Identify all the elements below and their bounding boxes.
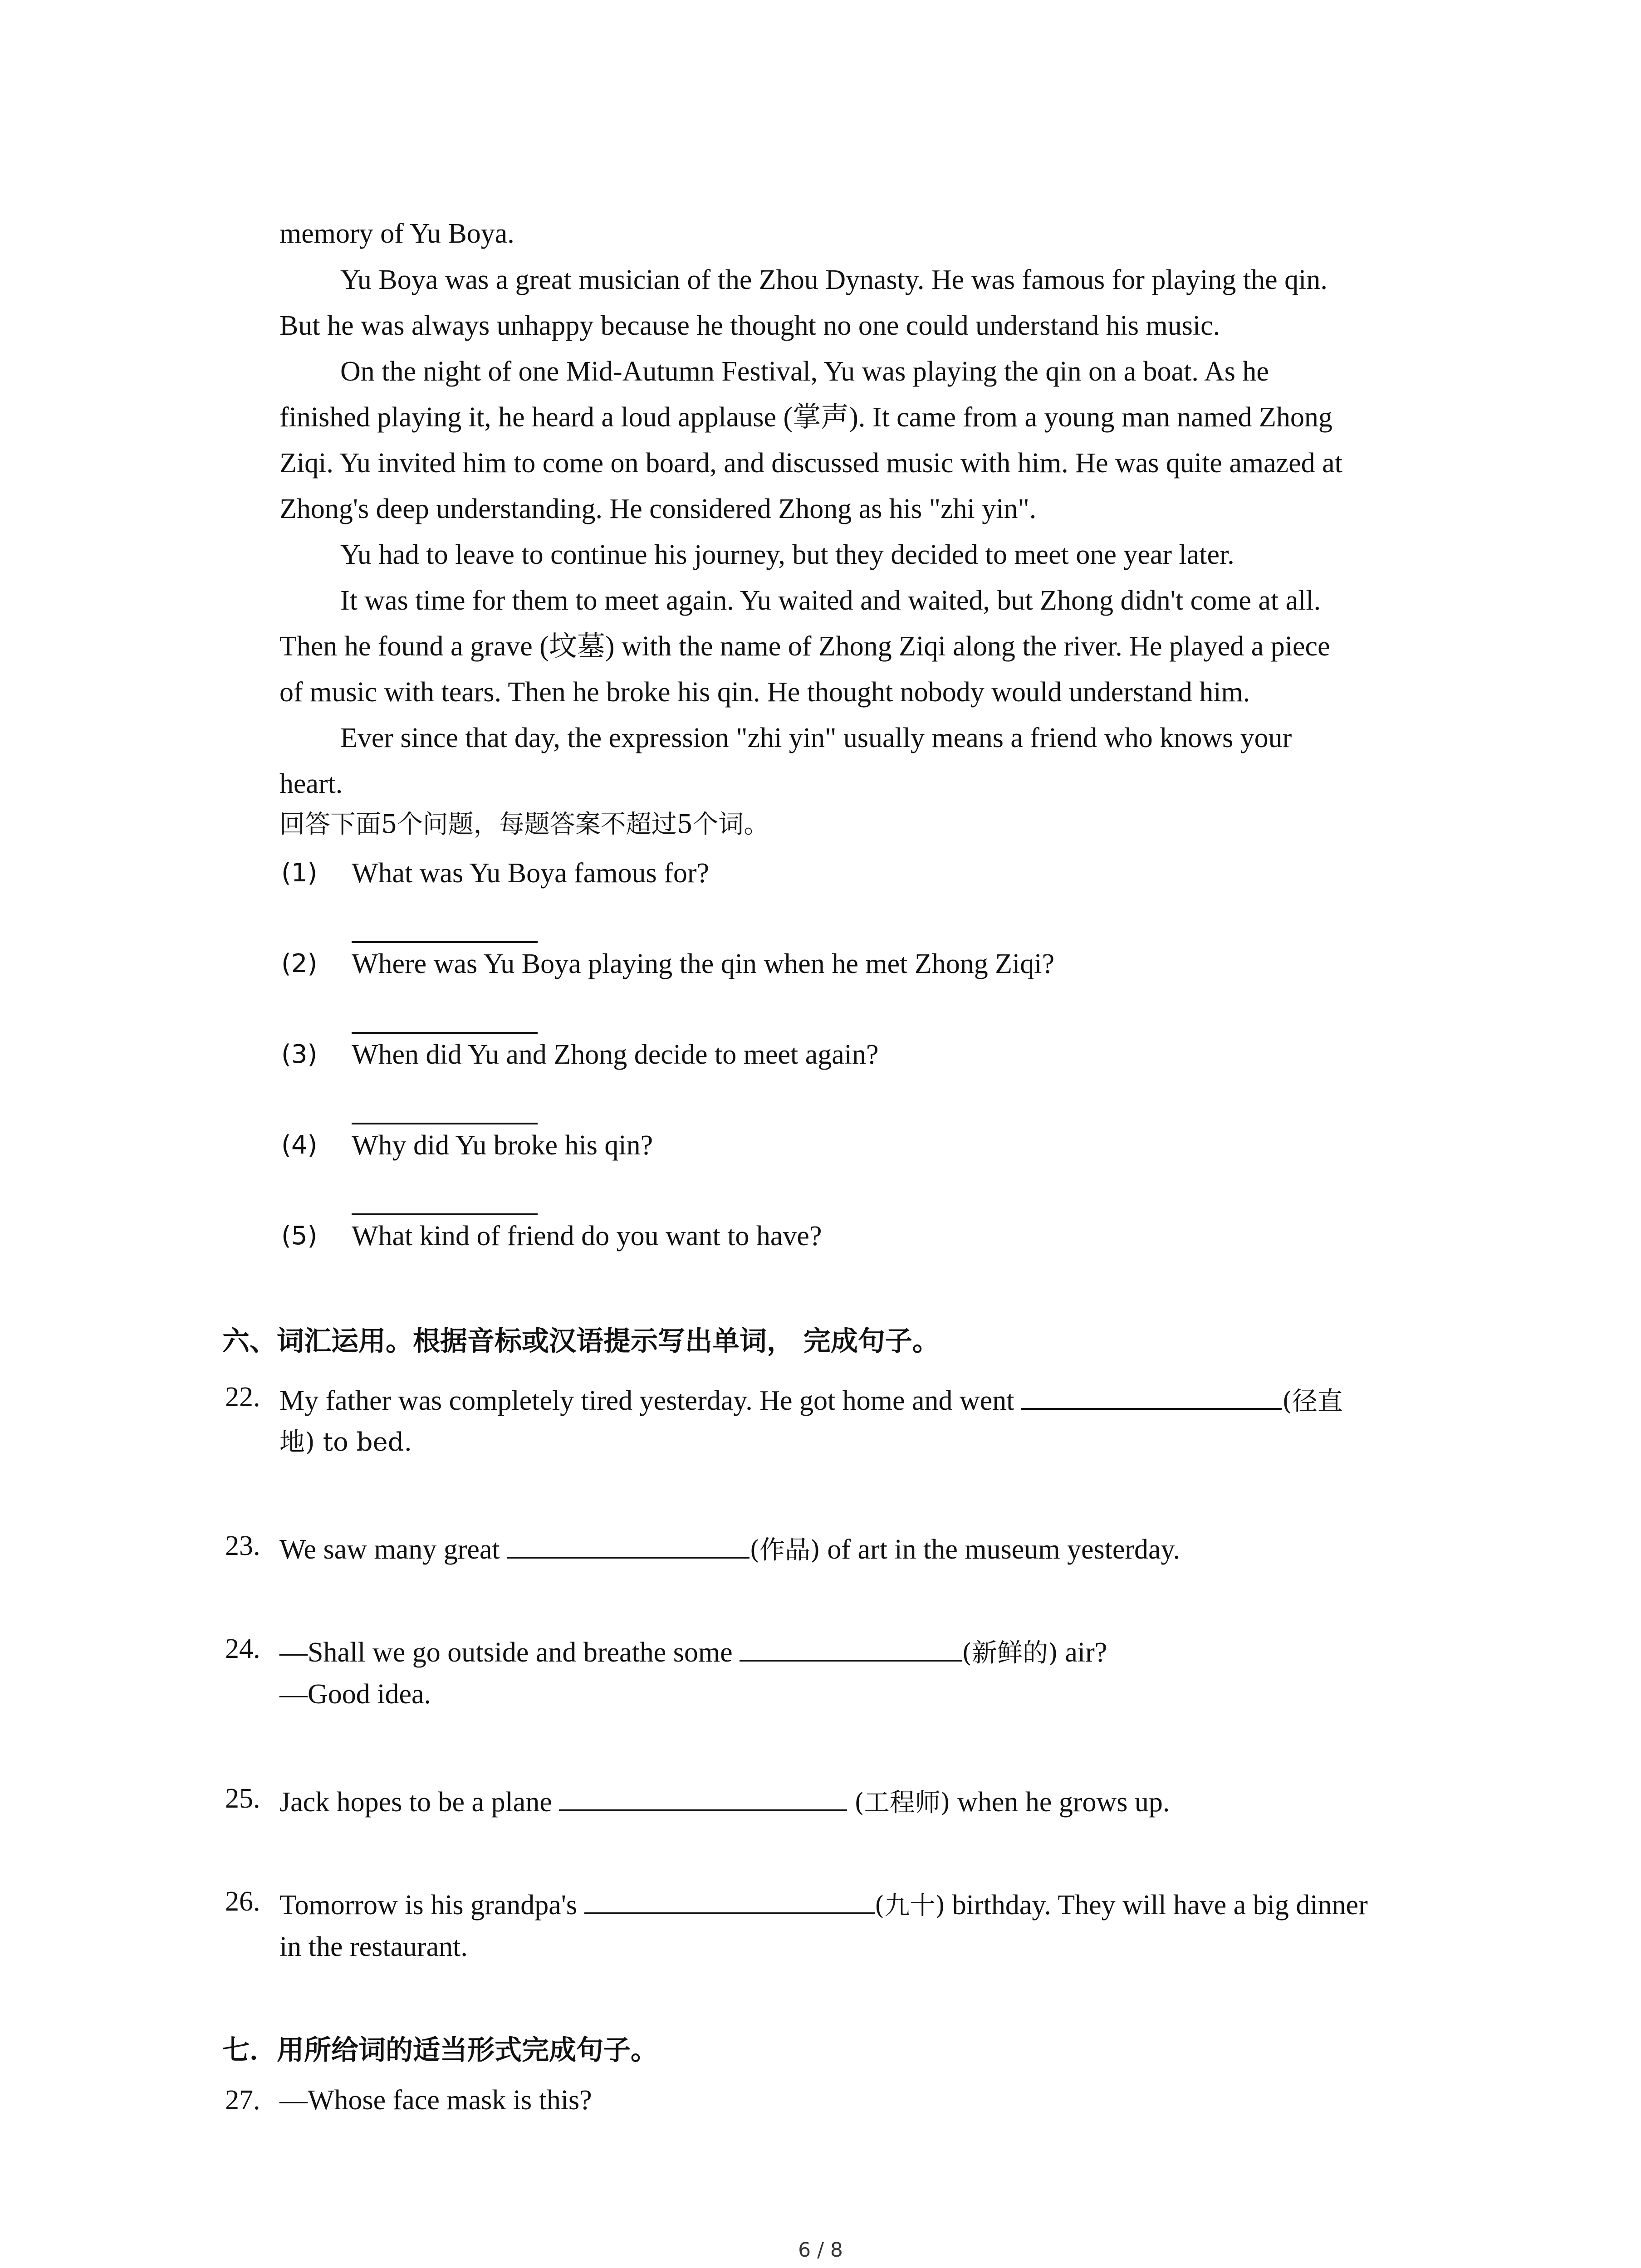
passage-line: heart.	[279, 768, 343, 799]
answer-blank[interactable]	[352, 1213, 538, 1215]
question-number: (5)	[281, 1221, 318, 1251]
passage-line: finished playing it, he heard a loud applause (掌声). It came from a young man named Zhong	[279, 402, 1332, 433]
sentence-text: —Whose face mask is this?	[279, 2085, 592, 2116]
hint-text: (新鲜的)	[962, 1638, 1058, 1668]
passage-line: Zhong's deep understanding. He considered Zhong as his "zhi yin".	[279, 494, 1037, 524]
sentence-text: when he grows up.	[950, 1787, 1170, 1818]
passage-line: memory of Yu Boya.	[279, 218, 514, 249]
item-number: 24.	[225, 1633, 260, 1664]
item-sentence	[279, 1780, 1170, 1821]
passage-line: Ever since that day, the expression "zhi yin" usually means a friend who knows your	[340, 723, 1292, 753]
hint-text: (作品)	[749, 1535, 820, 1565]
answer-blank[interactable]	[352, 941, 538, 943]
item-sentence	[279, 1528, 1180, 1569]
passage-line: Yu Boya was a great musician of the Zhou Dynasty. He was famous for playing the qin.	[340, 264, 1327, 295]
hint-text: (径直	[1282, 1387, 1343, 1416]
section-7-title: 七．用所给词的适当形式完成句子。	[222, 2034, 658, 2066]
sentence-text: We saw many great	[279, 1534, 500, 1565]
sentence-continuation: 地) to bed.	[279, 1427, 412, 1457]
passage-line: Yu had to leave to continue his journey, but they decided to meet one year later.	[340, 539, 1234, 570]
item-number: 27.	[225, 2085, 260, 2116]
question-instruction: 回答下面5个问题，每题答案不超过5个词。	[279, 810, 769, 839]
sentence-text: —Shall we go outside and breathe some	[279, 1637, 733, 1668]
item-number: 22.	[225, 1382, 260, 1413]
question-text: Why did Yu broke his qin?	[352, 1130, 653, 1161]
item-sentence	[279, 1883, 1368, 1924]
passage-line: of music with tears. Then he broke his qin. He thought nobody would understand him.	[279, 677, 1250, 708]
passage-line: But he was always unhappy because he thought no one could understand his music.	[279, 310, 1220, 341]
passage-line: It was time for them to meet again. Yu waited and waited, but Zhong didn't come at all.	[340, 585, 1321, 616]
page-number: 6 / 8	[798, 2239, 843, 2262]
item-sentence	[279, 1631, 1107, 1672]
fill-blank[interactable]	[1021, 1379, 1282, 1410]
hint-text: (九十)	[874, 1891, 945, 1921]
fill-blank[interactable]	[559, 1780, 847, 1811]
item-number: 26.	[225, 1886, 260, 1917]
passage-line: On the night of one Mid-Autumn Festival, Yu was playing the qin on a boat. As he	[340, 356, 1269, 387]
question-text: What was Yu Boya famous for?	[352, 858, 709, 889]
question-number: (1)	[281, 858, 318, 888]
fill-blank[interactable]	[740, 1631, 962, 1662]
sentence-continuation: —Good idea.	[279, 1679, 431, 1710]
question-text: When did Yu and Zhong decide to meet again?	[352, 1039, 879, 1070]
item-number: 23.	[225, 1530, 260, 1561]
sentence-text: of art in the museum yesterday.	[820, 1534, 1180, 1565]
sentence-text: Jack hopes to be a plane	[279, 1787, 552, 1818]
question-text: Where was Yu Boya playing the qin when he met Zhong Ziqi?	[352, 948, 1055, 979]
item-number: 25.	[225, 1783, 260, 1814]
passage-line: Then he found a grave (坟墓) with the name of Zhong Ziqi along the river. He played a piece	[279, 631, 1330, 662]
section-6-title: 六、词汇运用。根据音标或汉语提示写出单词， 完成句子。	[222, 1325, 940, 1357]
hint-text: (工程师)	[854, 1788, 950, 1818]
sentence-text: air?	[1058, 1637, 1107, 1668]
fill-blank[interactable]	[584, 1883, 875, 1914]
item-sentence	[279, 1379, 1343, 1420]
question-text: What kind of friend do you want to have?	[352, 1221, 822, 1251]
answer-blank[interactable]	[352, 1032, 538, 1034]
question-number: (2)	[281, 949, 318, 978]
fill-blank[interactable]	[507, 1528, 749, 1559]
sentence-text: My father was completely tired yesterday. He got home and went	[279, 1385, 1014, 1416]
question-number: (3)	[281, 1040, 318, 1069]
sentence-text: birthday. They will have a big dinner	[945, 1890, 1368, 1921]
sentence-text: Tomorrow is his grandpa's	[279, 1890, 578, 1921]
sentence-continuation: in the restaurant.	[279, 1931, 468, 1962]
question-number: (4)	[281, 1130, 318, 1160]
passage-line: Ziqi. Yu invited him to come on board, and discussed music with him. He was quite amazed at	[279, 448, 1342, 479]
answer-blank[interactable]	[352, 1123, 538, 1124]
